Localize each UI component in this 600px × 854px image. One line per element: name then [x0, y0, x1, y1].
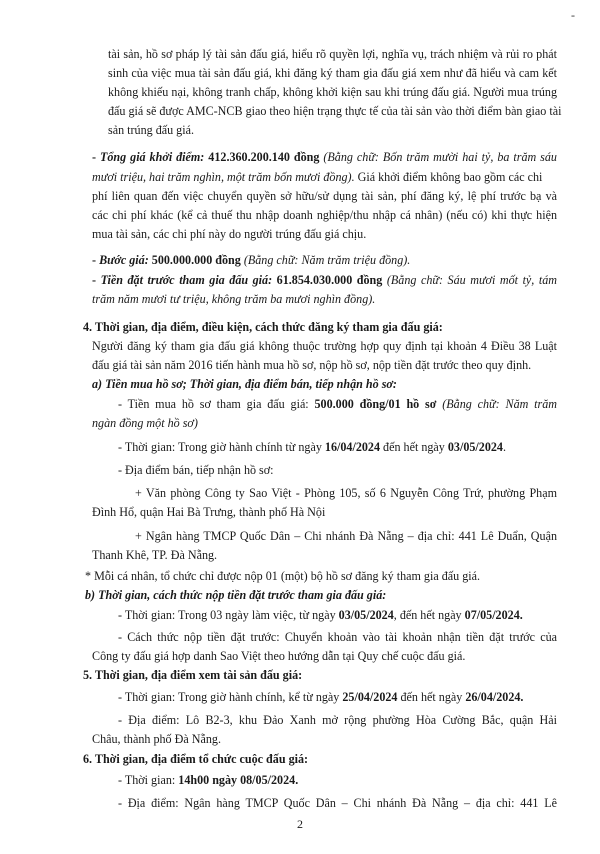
text-run: phí liên quan đến việc chuyển quyền sở hữu/sử dụng tài sản, phí đăng ký, lệ phí trước bạ và [92, 189, 557, 203]
text-run: 500.000.000 đồng [151, 253, 244, 267]
text-line [118, 773, 298, 788]
text-run: a) Tiền mua hồ sơ; Thời gian, địa điểm bán, tiếp nhận hồ sơ: [92, 377, 397, 391]
text-line [92, 732, 221, 747]
text-run: mươi triệu, hai trăm nghìn, một trăm bốn mươi đồng). [92, 170, 355, 184]
text-run: đến hết ngày [397, 690, 466, 704]
text-run: Châu, thành phố Đà Nẵng. [92, 732, 221, 746]
text-line [92, 416, 198, 431]
text-run: + Ngân hàng TMCP Quốc Dân – Chi nhánh Đà Nẵng – địa chỉ: 441 Lê Duẩn, Quận [135, 529, 557, 543]
text-run: sản trúng đấu giá. [108, 123, 194, 137]
text-run: - Tiền mua hồ sơ tham gia đấu giá: [118, 397, 315, 411]
text-line [92, 189, 557, 204]
text-line [108, 85, 557, 100]
text-run: đến hết ngày [380, 440, 448, 454]
text-run: Tổng giá khởi điểm: [99, 150, 209, 164]
text-run: - Thời gian: [118, 773, 179, 787]
text-line [92, 292, 375, 307]
text-line [92, 548, 217, 563]
text-run: 03/05/2024 [447, 440, 503, 454]
text-run: Giá khởi điểm không bao gồm các chi [354, 170, 543, 184]
text-run: b) Thời gian, cách thức nộp tiền đặt trước tham gia đấu giá: [85, 588, 387, 602]
text-run: Bước giá: [99, 253, 152, 267]
text-run: 412.360.200.140 đồng [208, 150, 324, 164]
text-line [118, 463, 274, 478]
text-run: đấu giá sẽ được AMC-NCB giao theo hiện trạng thực tế của tài sản vào thời điểm bàn giao tài [108, 104, 562, 118]
text-run: - Địa điểm bán, tiếp nhận hồ sơ: [118, 463, 274, 477]
text-run: * Mỗi cá nhân, tổ chức chỉ được nộp 01 (một) bộ hồ sơ đăng ký tham gia đấu giá. [85, 569, 481, 583]
text-run: - Địa điểm: Ngân hàng TMCP Quốc Dân – Chi nhánh Đà Nẵng – địa chỉ: 441 Lê [118, 796, 557, 810]
text-run: đấu giá tài sản năm 2016 tiến hành mua hồ sơ, nộp hồ sơ, nộp tiền đặt trước theo quy định. [92, 358, 532, 372]
text-run: 14h00 ngày 08/05/2024. [178, 773, 299, 787]
text-run: + Văn phòng Công ty Sao Việt - Phòng 105, số 6 Nguyễn Công Trứ, phường Phạm [135, 486, 557, 500]
text-line [92, 649, 465, 664]
text-line [83, 668, 302, 683]
text-line [92, 150, 557, 165]
text-run: 61.854.030.000 đồng [276, 273, 387, 287]
text-run: (Bằng chữ: Năm trăm triệu đồng). [243, 253, 411, 267]
text-line [92, 273, 557, 288]
text-line [108, 104, 562, 119]
text-line [92, 208, 557, 223]
text-run: 16/04/2024 [324, 440, 381, 454]
text-line [85, 569, 480, 584]
text-run: - Thời gian: Trong giờ hành chính từ ngày [118, 440, 325, 454]
text-run: Thanh Khê, TP. Đà Nẵng. [92, 548, 218, 562]
text-run: - Địa điểm: Lô B2-3, khu Đảo Xanh mở rộng phường Hòa Cường Bắc, quận Hải [118, 713, 557, 727]
text-run: (Bằng chữ: Năm trăm [442, 397, 558, 411]
text-run: - [92, 273, 101, 287]
text-line [92, 505, 325, 520]
text-run: ngàn đồng một hồ sơ) [92, 416, 198, 430]
text-line [85, 588, 386, 603]
text-line [135, 529, 557, 544]
text-run: - Cách thức nộp tiền đặt trước: Chuyển khoản vào tài khoản nhận tiền đặt trước của [118, 630, 557, 644]
text-line [135, 486, 557, 501]
corner-mark: - [571, 8, 575, 22]
text-line [92, 377, 397, 392]
text-run: 07/05/2024. [464, 608, 523, 622]
text-run: - [92, 150, 100, 164]
text-line [108, 47, 557, 62]
text-run: Đình Hổ, quận Hai Bà Trưng, thành phố Hà Nội [92, 505, 326, 519]
text-run: . [502, 440, 506, 454]
text-line [108, 66, 557, 81]
text-run: Công ty đấu giá hợp danh Sao Việt theo hướng dẫn tại Quy chế cuộc đấu giá. [92, 649, 466, 663]
text-line [92, 253, 410, 268]
text-run: 25/04/2024 [342, 690, 398, 704]
text-line [108, 123, 194, 138]
text-run: Người đăng ký tham gia đấu giá không thuộc trường hợp quy định tại khoản 4 Điều 38 Luật [92, 339, 557, 353]
text-run: 5. Thời gian, địa điểm xem tài sản đấu giá: [83, 668, 303, 682]
text-run: trăm năm mươi tư triệu, không trăm ba mươi nghìn đồng). [92, 292, 376, 306]
text-line [118, 690, 523, 705]
text-run: không khiếu nại, không tranh chấp, không khởi kiện sau khi trúng đấu giá. Người mua trúng [108, 85, 557, 99]
text-run: Tiền đặt trước tham gia đấu giá: [100, 273, 277, 287]
text-run: 6. Thời gian, địa điểm tổ chức cuộc đấu giá: [83, 752, 309, 766]
text-run: 26/04/2024. [465, 690, 524, 704]
text-run: 4. Thời gian, địa điểm, điều kiện, cách thức đăng ký tham gia đấu giá: [83, 320, 443, 334]
text-run: - Thời gian: Trong 03 ngày làm việc, từ ngày [118, 608, 339, 622]
text-line [83, 320, 443, 335]
text-run: các chi phí khác (kể cả thuế thu nhập doanh nghiệp/thu nhập cá nhân) (nếu có) khi thực hiện [92, 208, 557, 222]
text-run: 03/05/2024 [338, 608, 394, 622]
text-run: - Thời gian: Trong giờ hành chính, kể từ ngày [118, 690, 343, 704]
text-line [118, 796, 557, 811]
text-line [118, 440, 506, 455]
text-line [92, 170, 542, 185]
text-line [92, 227, 366, 242]
text-run: 500.000 đồng/01 hồ sơ [314, 397, 443, 411]
text-run: (Bằng chữ: Sáu mươi mốt tỷ, tám [386, 273, 558, 287]
text-line [118, 608, 523, 623]
text-line [118, 397, 557, 412]
text-run: (Bằng chữ: Bốn trăm mười hai tỷ, ba trăm sáu [323, 150, 557, 164]
text-run: tài sản, hồ sơ pháp lý tài sản đấu giá, hiểu rõ quyền lợi, nghĩa vụ, trách nhiệm và rủi ro phát [108, 47, 557, 61]
page-number: 2 [297, 817, 303, 831]
text-run: , đến hết ngày [393, 608, 465, 622]
text-line [118, 630, 557, 645]
text-run: sinh của việc mua tài sản đấu giá, khi đăng ký tham gia đấu giá xem như đã hiểu và cam kết [108, 66, 557, 80]
text-run: - [92, 253, 100, 267]
text-line [92, 339, 557, 354]
text-line [92, 358, 531, 373]
text-line [118, 713, 557, 728]
text-run: mua tài sản, các chi phí này do người trúng đấu giá chịu. [92, 227, 367, 241]
text-line [83, 752, 308, 767]
